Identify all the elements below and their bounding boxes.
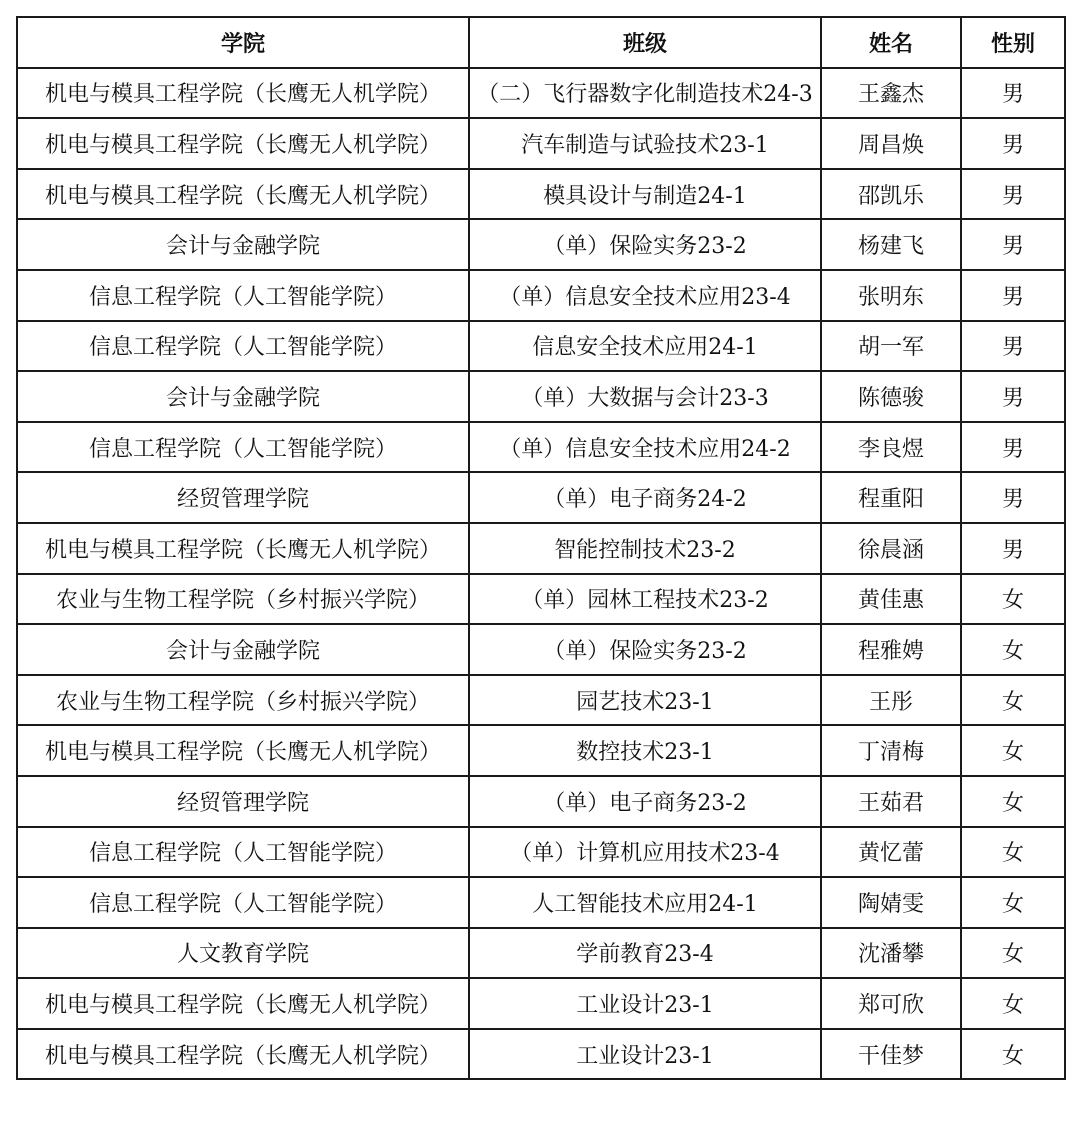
cell-gender: 女 [961, 776, 1065, 827]
cell-gender: 男 [961, 219, 1065, 270]
cell-college: 信息工程学院（人工智能学院） [17, 877, 469, 928]
cell-name: 程重阳 [821, 472, 961, 523]
cell-class: （单）计算机应用技术23-4 [469, 827, 821, 878]
cell-college: 农业与生物工程学院（乡村振兴学院） [17, 574, 469, 625]
header-row [17, 17, 1065, 68]
cell-class: （单）园林工程技术23-2 [469, 574, 821, 625]
header-class: 班级 [469, 17, 821, 68]
cell-college: 会计与金融学院 [17, 371, 469, 422]
table-row [17, 169, 1065, 220]
cell-college: 机电与模具工程学院（长鹰无人机学院） [17, 725, 469, 776]
cell-college: 机电与模具工程学院（长鹰无人机学院） [17, 978, 469, 1029]
cell-class: （单）电子商务23-2 [469, 776, 821, 827]
cell-gender: 女 [961, 675, 1065, 726]
cell-class: 智能控制技术23-2 [469, 523, 821, 574]
table-row [17, 371, 1065, 422]
cell-gender: 女 [961, 827, 1065, 878]
cell-class: 工业设计23-1 [469, 978, 821, 1029]
cell-name: 杨建飞 [821, 219, 961, 270]
cell-college: 农业与生物工程学院（乡村振兴学院） [17, 675, 469, 726]
cell-gender: 男 [961, 118, 1065, 169]
cell-class: （单）电子商务24-2 [469, 472, 821, 523]
table-row [17, 877, 1065, 928]
table-row [17, 523, 1065, 574]
cell-college: 会计与金融学院 [17, 624, 469, 675]
table-row [17, 978, 1065, 1029]
cell-college: 人文教育学院 [17, 928, 469, 979]
cell-name: 王鑫杰 [821, 68, 961, 119]
cell-college: 机电与模具工程学院（长鹰无人机学院） [17, 523, 469, 574]
table-header [17, 17, 1065, 68]
cell-name: 李良煜 [821, 422, 961, 473]
cell-class: （单）大数据与会计23-3 [469, 371, 821, 422]
cell-gender: 女 [961, 574, 1065, 625]
table-row [17, 472, 1065, 523]
cell-class: （单）保险实务23-2 [469, 624, 821, 675]
cell-college: 会计与金融学院 [17, 219, 469, 270]
table-row [17, 928, 1065, 979]
cell-gender: 女 [961, 978, 1065, 1029]
table-row [17, 675, 1065, 726]
cell-name: 丁清梅 [821, 725, 961, 776]
cell-gender: 女 [961, 725, 1065, 776]
cell-name: 徐晨涵 [821, 523, 961, 574]
cell-name: 王彤 [821, 675, 961, 726]
cell-class: （单）信息安全技术应用23-4 [469, 270, 821, 321]
header-college: 学院 [17, 17, 469, 68]
cell-gender: 女 [961, 624, 1065, 675]
cell-name: 黄忆蕾 [821, 827, 961, 878]
table-row [17, 321, 1065, 372]
table-row [17, 118, 1065, 169]
table-body [17, 68, 1065, 1080]
cell-name: 胡一军 [821, 321, 961, 372]
cell-college: 经贸管理学院 [17, 472, 469, 523]
cell-college: 机电与模具工程学院（长鹰无人机学院） [17, 1029, 469, 1080]
cell-college: 经贸管理学院 [17, 776, 469, 827]
cell-class: 人工智能技术应用24-1 [469, 877, 821, 928]
student-table [16, 16, 1066, 1080]
cell-class: 汽车制造与试验技术23-1 [469, 118, 821, 169]
cell-name: 郑可欣 [821, 978, 961, 1029]
table-row [17, 776, 1065, 827]
cell-class: （单）信息安全技术应用24-2 [469, 422, 821, 473]
cell-college: 信息工程学院（人工智能学院） [17, 270, 469, 321]
cell-college: 机电与模具工程学院（长鹰无人机学院） [17, 118, 469, 169]
cell-class: 信息安全技术应用24-1 [469, 321, 821, 372]
cell-class: 工业设计23-1 [469, 1029, 821, 1080]
cell-name: 王茹君 [821, 776, 961, 827]
cell-name: 程雅娉 [821, 624, 961, 675]
cell-gender: 男 [961, 371, 1065, 422]
cell-class: 园艺技术23-1 [469, 675, 821, 726]
cell-name: 张明东 [821, 270, 961, 321]
cell-name: 陈德骏 [821, 371, 961, 422]
cell-class: （二）飞行器数字化制造技术24-3 [469, 68, 821, 119]
cell-name: 黄佳惠 [821, 574, 961, 625]
table-row [17, 725, 1065, 776]
cell-class: 数控技术23-1 [469, 725, 821, 776]
cell-name: 干佳梦 [821, 1029, 961, 1080]
cell-class: 模具设计与制造24-1 [469, 169, 821, 220]
table-row [17, 574, 1065, 625]
student-table-container [16, 16, 1064, 1080]
cell-college: 信息工程学院（人工智能学院） [17, 827, 469, 878]
cell-gender: 男 [961, 68, 1065, 119]
table-row [17, 219, 1065, 270]
cell-gender: 男 [961, 422, 1065, 473]
cell-name: 沈潘攀 [821, 928, 961, 979]
header-gender: 性别 [961, 17, 1065, 68]
header-name: 姓名 [821, 17, 961, 68]
cell-name: 周昌焕 [821, 118, 961, 169]
cell-gender: 女 [961, 1029, 1065, 1080]
table-row [17, 422, 1065, 473]
table-row [17, 624, 1065, 675]
cell-gender: 女 [961, 877, 1065, 928]
cell-class: （单）保险实务23-2 [469, 219, 821, 270]
cell-gender: 男 [961, 270, 1065, 321]
table-row [17, 270, 1065, 321]
cell-gender: 女 [961, 928, 1065, 979]
table-row [17, 827, 1065, 878]
cell-gender: 男 [961, 472, 1065, 523]
cell-gender: 男 [961, 321, 1065, 372]
cell-gender: 男 [961, 523, 1065, 574]
cell-name: 陶婧雯 [821, 877, 961, 928]
table-row [17, 1029, 1065, 1080]
cell-college: 机电与模具工程学院（长鹰无人机学院） [17, 68, 469, 119]
cell-college: 信息工程学院（人工智能学院） [17, 422, 469, 473]
cell-name: 邵凯乐 [821, 169, 961, 220]
cell-gender: 男 [961, 169, 1065, 220]
cell-class: 学前教育23-4 [469, 928, 821, 979]
cell-college: 信息工程学院（人工智能学院） [17, 321, 469, 372]
cell-college: 机电与模具工程学院（长鹰无人机学院） [17, 169, 469, 220]
table-row [17, 68, 1065, 119]
